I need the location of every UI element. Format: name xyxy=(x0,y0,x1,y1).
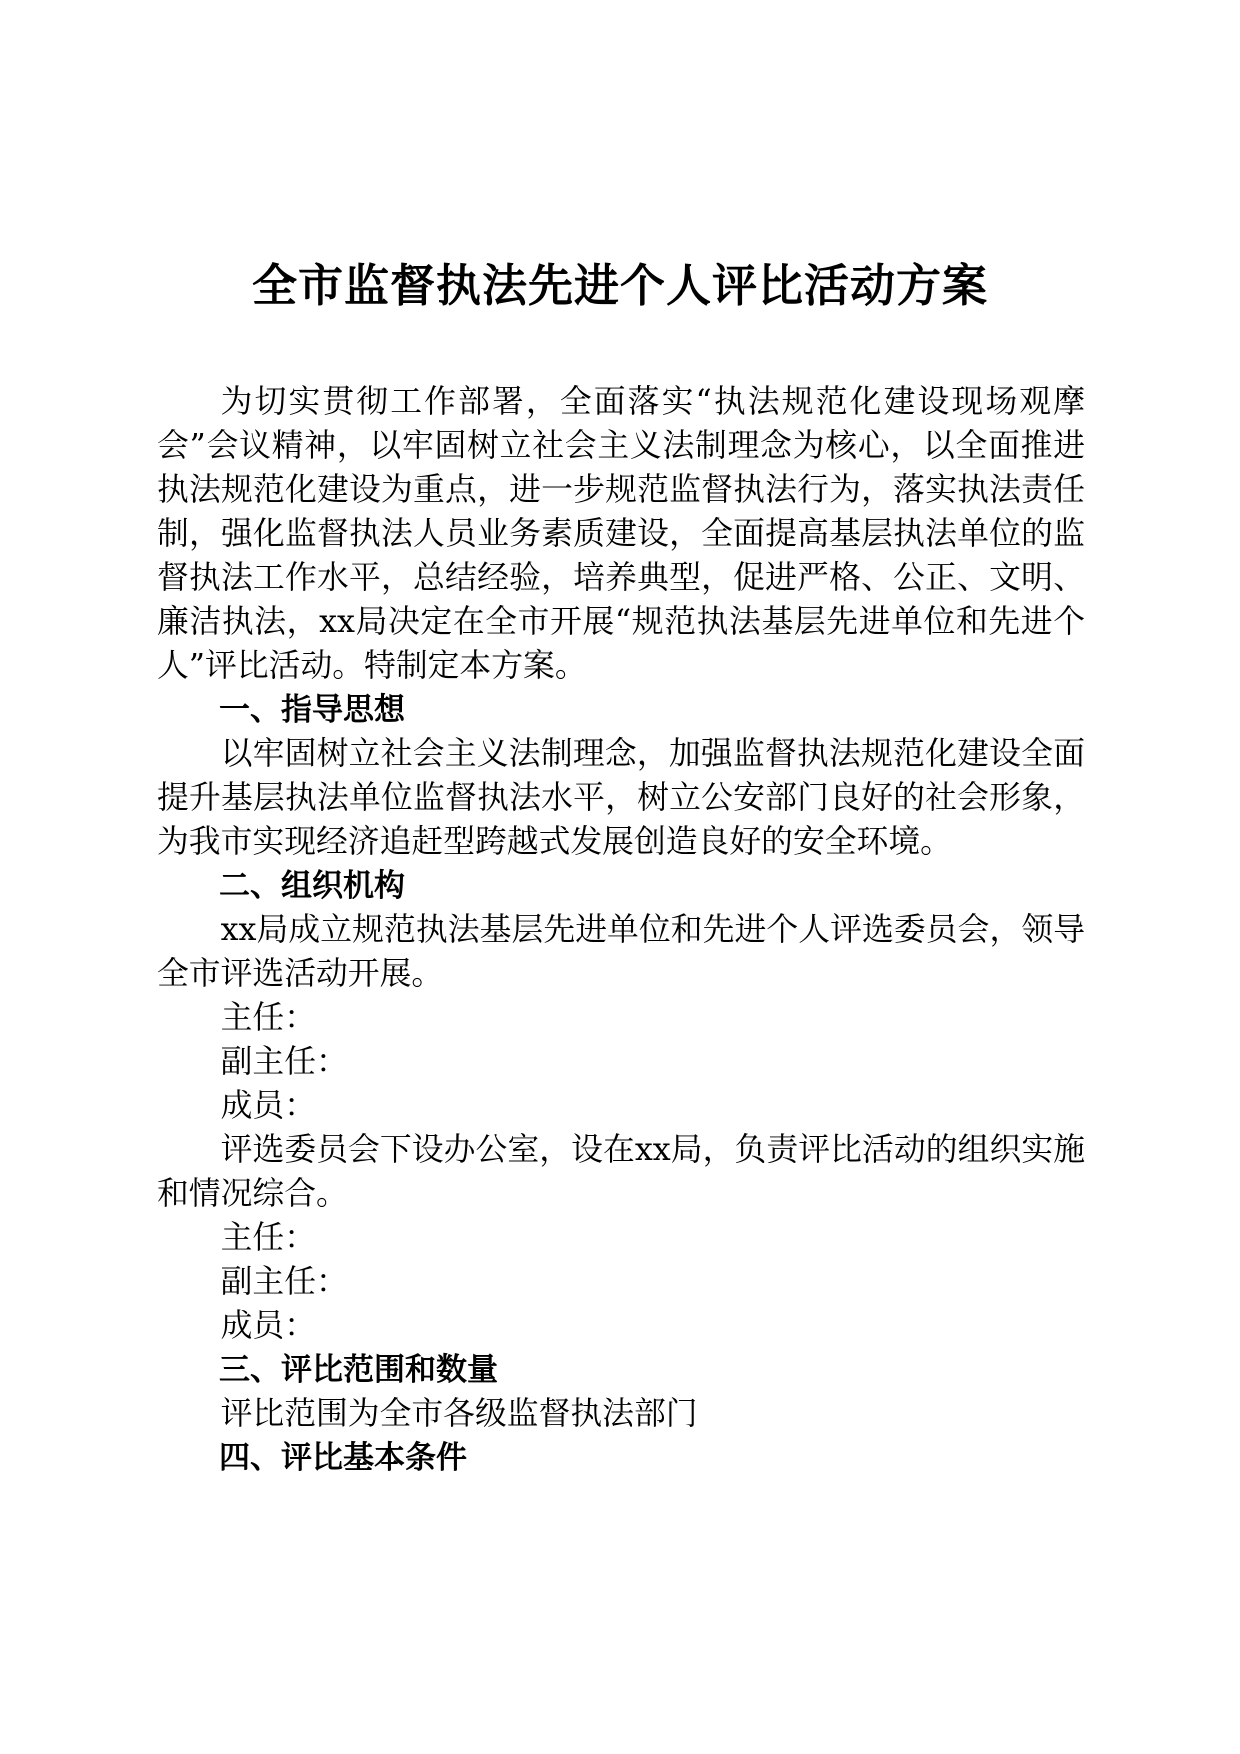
section-heading-guiding-ideology: 一、指导思想 xyxy=(219,692,405,728)
organization-paragraph: xx局成立规范执法基层先进单位和先进个人评选委员会，领导全市评选活动开展。 xyxy=(157,911,1085,992)
section-heading-organization: 二、组织机构 xyxy=(219,868,405,904)
document-body xyxy=(157,380,1085,1480)
office-deputy-line: 副主任： xyxy=(220,1263,348,1300)
document-title: 全市监督执法先进个人评比活动方案 xyxy=(251,259,988,312)
committee-deputy-line: 副主任： xyxy=(220,1043,348,1080)
office-paragraph: 评选委员会下设办公室，设在xx局，负责评比活动的组织实施和情况综合。 xyxy=(157,1131,1085,1212)
office-members-line: 成员： xyxy=(220,1307,316,1344)
section-heading-scope: 三、评比范围和数量 xyxy=(219,1352,498,1388)
committee-members-line: 成员： xyxy=(220,1087,316,1124)
scope-paragraph: 评比范围为全市各级监督执法部门 xyxy=(220,1395,698,1432)
section-heading-basic-conditions: 四、评比基本条件 xyxy=(219,1440,467,1476)
intro-paragraph: 为切实贯彻工作部署，全面落实“执法规范化建设现场观摩会”会议精神，以牢固树立社会主义法制理念为核心，以全面推进执法规范化建设为重点，进一步规范监督执法行为，落实执法责任制，强化监督执法人员业务素质建设，全面提高基层执法单位的监督执法工作水平，总结经验，培养典型，促进严格、公正、文明、廉洁执法，xx局决定在全市开展“规范执法基层先进单位和先进个人”评比活动。特制定本方案。 xyxy=(157,383,1085,684)
guiding-ideology-paragraph: 以牢固树立社会主义法制理念，加强监督执法规范化建设全面提升基层执法单位监督执法水平，树立公安部门良好的社会形象，为我市实现经济追赶型跨越式发展创造良好的安全环境。 xyxy=(157,735,1085,860)
committee-director-line: 主任： xyxy=(220,999,316,1036)
office-director-line: 主任： xyxy=(220,1219,316,1256)
